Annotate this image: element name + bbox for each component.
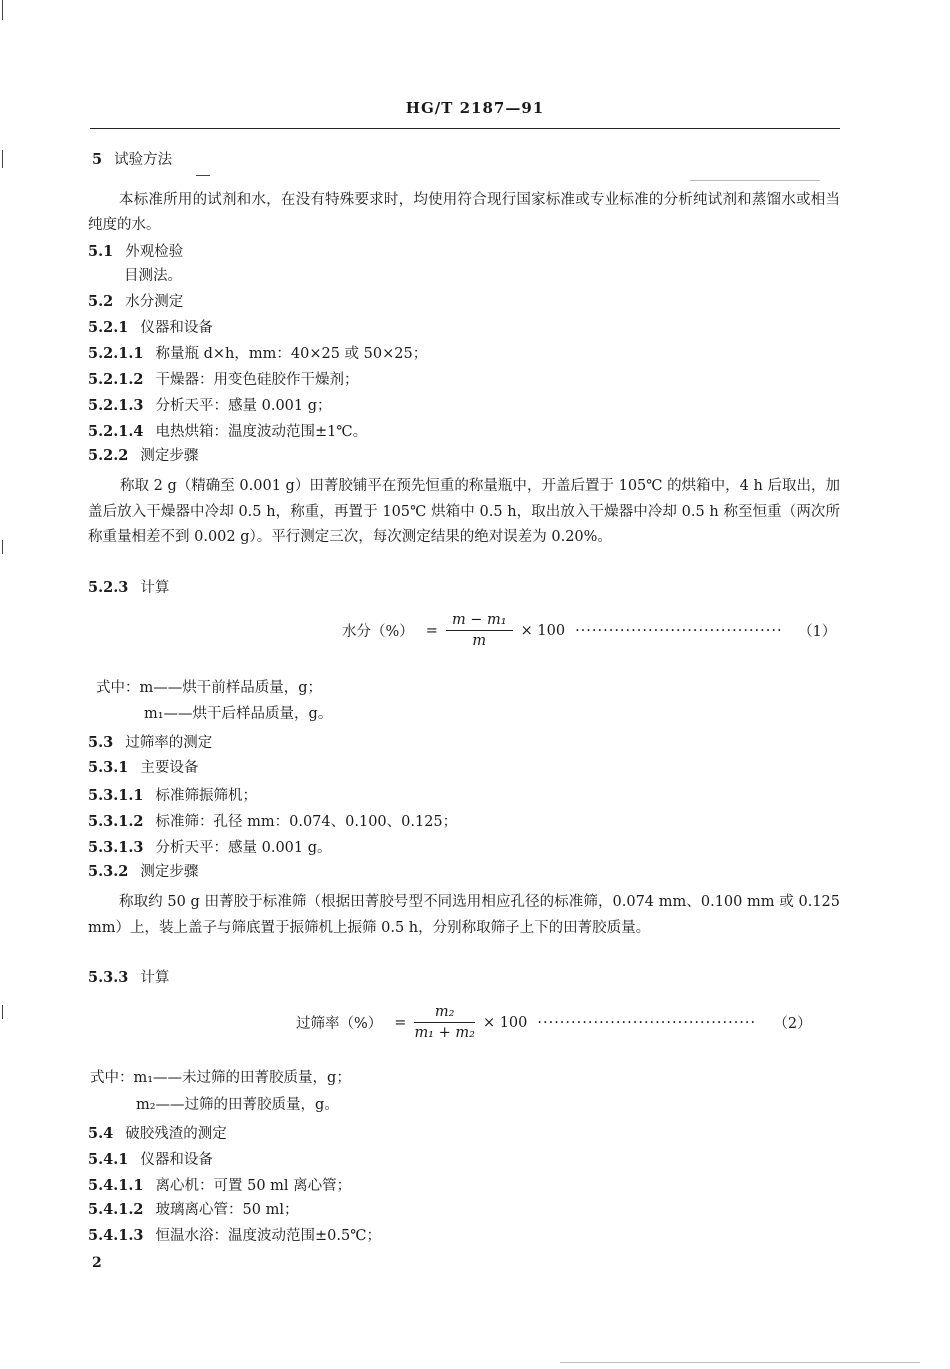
visual-method: 目测法。	[124, 268, 182, 284]
item-5-2-1-3: 5.2.1.3 分析天平：感量 0.001 g；	[88, 397, 332, 414]
eq1-fraction	[446, 612, 513, 649]
page-header: HG/T 2187—91	[405, 99, 545, 117]
where-m1: m₁——烘干后样品质量，g。	[144, 706, 333, 722]
eq2-fraction	[414, 1004, 475, 1041]
leader-dots	[537, 1015, 755, 1031]
eq2-denominator: m₁ + m₂	[414, 1025, 475, 1041]
header-rule	[90, 128, 840, 129]
scan-mark	[2, 540, 3, 554]
equation-1: 水分（%） = $\frac{\text{m − m₁}}{m}$ × 100 ····· （1）	[342, 612, 836, 649]
section-5-3-3-heading: 5.3.3 计算	[88, 969, 170, 986]
item-5-4-1-2: 5.4.1.2 玻璃离心管：50 ml；	[88, 1201, 299, 1218]
item-5-4-1-1: 5.4.1.1 离心机：可置 50 ml 离心管；	[88, 1177, 352, 1194]
section-5-2-heading: 5.2 水分测定	[88, 293, 184, 310]
page-number: 2	[92, 1255, 102, 1271]
section-5-4-1-heading: 5.4.1 仪器和设备	[88, 1151, 213, 1168]
eq2-number: （2）	[773, 1016, 812, 1032]
moisture-procedure: 称取 2 g（精确至 0.001 g）田菁胶铺平在预先恒重的称量瓶中，开盖后置于 105℃ 的烘箱中，4 h 后取出，加盖后放入干燥器中冷却 0.5 h，称重，再置于 105℃ 烘箱中 0.5 h，取出放入干燥器中冷却 0.5 h 称至恒重（两次所称重量相差不到 0.002 g）。平行测定三次，每次测定结果的绝对误差为 0.20%。	[88, 478, 840, 545]
scan-mark	[196, 175, 210, 176]
where-m1-unsieved: 式中：m₁——未过筛的田菁胶质量，g；	[90, 1070, 351, 1086]
where-m2-sieved: m₂——过筛的田菁胶质量，g。	[136, 1097, 339, 1113]
item-5-2-1-4: 5.2.1.4 电热烘箱：温度波动范围±1℃。	[88, 423, 368, 440]
section-5-4-heading: 5.4 破胶残渣的测定	[88, 1125, 227, 1142]
equation-2: 过筛率（%） = $\frac{\text{m₂}}{\text{m₁ + m₂}}$ × 100 ····· （2）	[296, 1004, 812, 1041]
section-5-3-heading: 5.3 过筛率的测定	[88, 734, 213, 751]
eq2-numerator: m₂	[434, 1004, 455, 1020]
eq1-numerator: m − m₁	[451, 612, 507, 628]
item-5-3-1-3: 5.3.1.3 分析天平：感量 0.001 g。	[88, 839, 332, 856]
scan-mark	[2, 150, 3, 168]
section-5-heading: 5 试验方法	[92, 151, 173, 168]
scan-mark	[2, 1005, 3, 1019]
section-5-2-1-heading: 5.2.1 仪器和设备	[88, 319, 213, 336]
eq1-number: （1）	[798, 624, 837, 640]
section-5-2-3-heading: 5.2.3 计算	[88, 579, 170, 596]
eq2-lhs: 过筛率（%）	[296, 1016, 383, 1032]
section-5-1-heading: 5.1 外观检验	[88, 243, 184, 260]
scan-mark	[560, 1362, 920, 1363]
scan-mark	[2, 0, 3, 20]
item-5-2-1-1: 5.2.1.1 称量瓶 d×h，mm：40×25 或 50×25；	[88, 345, 428, 362]
intro-paragraph: 本标准所用的试剂和水，在没有特殊要求时，均使用符合现行国家标准或专业标准的分析纯试剂和蒸馏水或相当纯度的水。	[88, 192, 840, 233]
eq1-lhs: 水分（%）	[342, 624, 414, 640]
sieve-procedure: 称取约 50 g 田菁胶于标准筛（根据田菁胶号型不同选用相应孔径的标准筛，0.074 mm、0.100 mm 或 0.125 mm）上，装上盖子与筛底置于振筛机上振筛 0.5 h，分别称取筛子上下的田菁胶质量。	[88, 894, 840, 936]
item-5-3-1-2: 5.3.1.2 标准筛：孔径 mm：0.074、0.100、0.125；	[88, 813, 458, 830]
item-5-3-1-1: 5.3.1.1 标准筛振筛机；	[88, 787, 258, 804]
leader-dots	[575, 623, 780, 639]
item-5-2-1-2: 5.2.1.2 干燥器：用变色硅胶作干燥剂；	[88, 371, 359, 388]
section-5-3-1-heading: 5.3.1 主要设备	[88, 759, 199, 776]
section-number: 5	[92, 151, 103, 168]
section-5-2-2-heading: 5.2.2 测定步骤	[88, 447, 199, 464]
eq1-denominator: m	[472, 633, 487, 649]
scan-mark	[690, 180, 820, 181]
section-5-3-2-heading: 5.3.2 测定步骤	[88, 863, 199, 880]
where-m: 式中：m——烘干前样品质量，g；	[96, 680, 323, 696]
item-5-4-1-3: 5.4.1.3 恒温水浴：温度波动范围±0.5℃；	[88, 1227, 381, 1244]
